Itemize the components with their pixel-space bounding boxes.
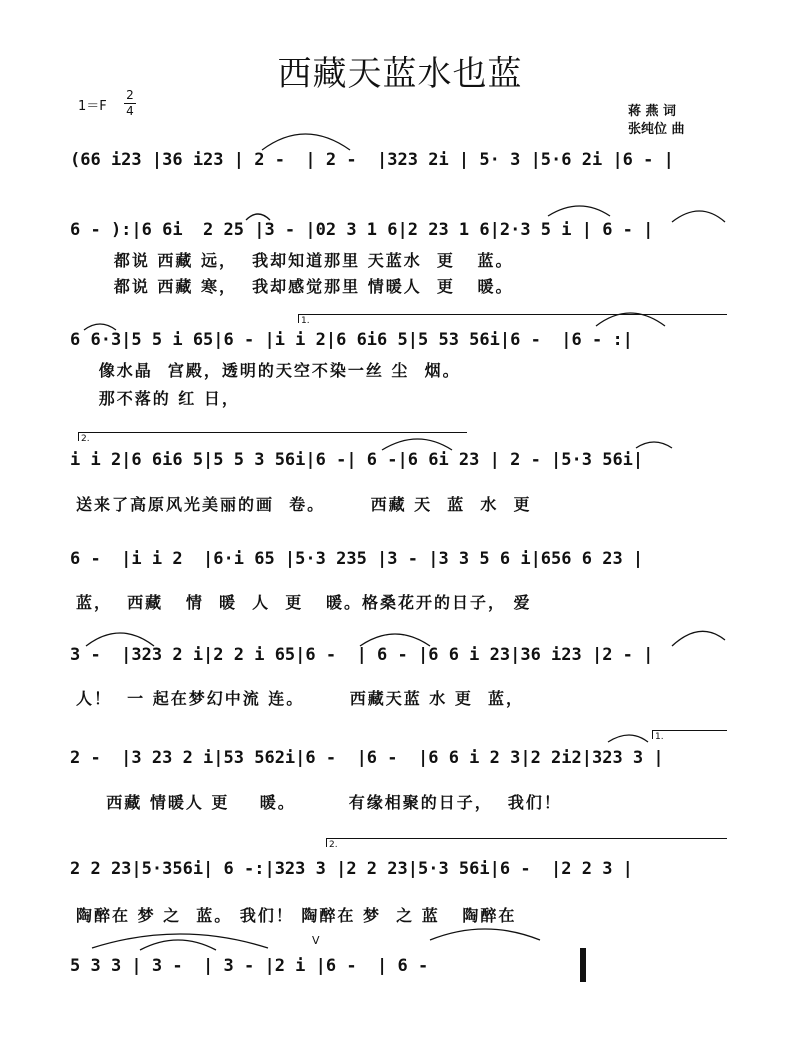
staff-line-8: 2 2 23|5·356i| 6 -:|323 3 |2 2 23|5·3 56i|6 - |2 2 3 | <box>70 859 633 879</box>
lyric-line-6: 人！ 一 起在梦幻中流 连。 西藏天蓝 水 更 蓝， <box>76 689 524 708</box>
slur-14 <box>140 940 216 950</box>
lyric-line-5: 蓝， 西藏 情 暖 人 更 暖。格桑花开的日子， 爱 <box>76 593 532 612</box>
staff-line-9: 5 3 3 | 3 - | 3 - |2 i |6 - | 6 - <box>70 956 439 976</box>
lyric-line-3-verse-2: 那不落的 红 日， <box>76 389 240 408</box>
lyric-line-2-verse-1: 都说 西藏 远， 我却知道那里 天蓝水 更 蓝。 <box>76 251 514 270</box>
slur-1 <box>262 134 350 150</box>
slur-11 <box>672 631 725 646</box>
staff-line-6: 3 - |323 2 i|2 2 i 65|6 - | 6 - |6 6 i 23|36 i23 |2 - | <box>70 645 654 665</box>
staff-line-2: 6 - ):|6 6i 2 25 |3 - |02 3 1 6|2 23 1 6|2·3 5 i | 6 - | <box>70 220 654 240</box>
composer-credit: 张纯位 曲 <box>628 122 685 137</box>
final-barline <box>580 948 586 982</box>
lyric-line-3-verse-1: 像水晶 宫殿，透明的天空不染一丝 尘 烟。 <box>76 361 461 380</box>
staff-line-5: 6 - |i i 2 |6·i 65 |5·3 235 |3 - |3 3 5 6 i|656 6 23 | <box>70 549 644 569</box>
lyric-line-7: 西藏 情暖人 更 暖。 有缘相聚的日子， 我们！ <box>76 793 562 812</box>
time-signature <box>124 88 136 119</box>
time-signature-top: 2 <box>124 88 136 104</box>
slur-8 <box>636 442 672 448</box>
time-signature-bottom: 4 <box>126 104 134 118</box>
staff-line-4: i i 2|6 6i6 5|5 5 3 56i|6 -| 6 -|6 6i 23 | 2 - |5·3 56i| <box>70 450 644 470</box>
volta-bracket-2: 2. <box>78 432 467 441</box>
slur-13 <box>92 934 268 948</box>
slur-2 <box>548 206 610 216</box>
staff-line-3: 6 6·3|5 5 i 65|6 - |i i 2|6 6i6 5|5 53 56i|6 - |6 - :| <box>70 330 633 350</box>
staff-line-1: (66 i23 |36 i23 | 2 - | 2 - |323 2i | 5· 3 |5·6 2i |6 - | <box>70 150 674 170</box>
slur-15 <box>430 929 540 940</box>
lyric-line-4: 送来了高原风光美丽的画 卷。 西藏 天 蓝 水 更 <box>76 495 532 514</box>
lyric-line-2-verse-2: 都说 西藏 寒， 我却感觉那里 情暖人 更 暖。 <box>76 277 514 296</box>
volta-bracket-4: 2. <box>326 838 727 847</box>
staff-line-7: 2 - |3 23 2 i|53 562i|6 - |6 - |6 6 i 2 3|2 2i2|323 3 | <box>70 748 664 768</box>
lyric-line-8: 陶醉在 梦 之 蓝。 我们！ 陶醉在 梦 之 蓝 陶醉在 <box>76 906 517 925</box>
slur-12 <box>608 735 648 742</box>
song-title: 西藏天蓝水也蓝 <box>277 54 523 94</box>
volta-bracket-3: 1. <box>652 730 727 739</box>
lyricist-credit: 蒋 燕 词 <box>628 104 677 119</box>
volta-bracket-1: 1. <box>298 314 727 323</box>
breath-mark: V <box>312 934 320 947</box>
key-signature: 1＝F <box>78 99 107 114</box>
